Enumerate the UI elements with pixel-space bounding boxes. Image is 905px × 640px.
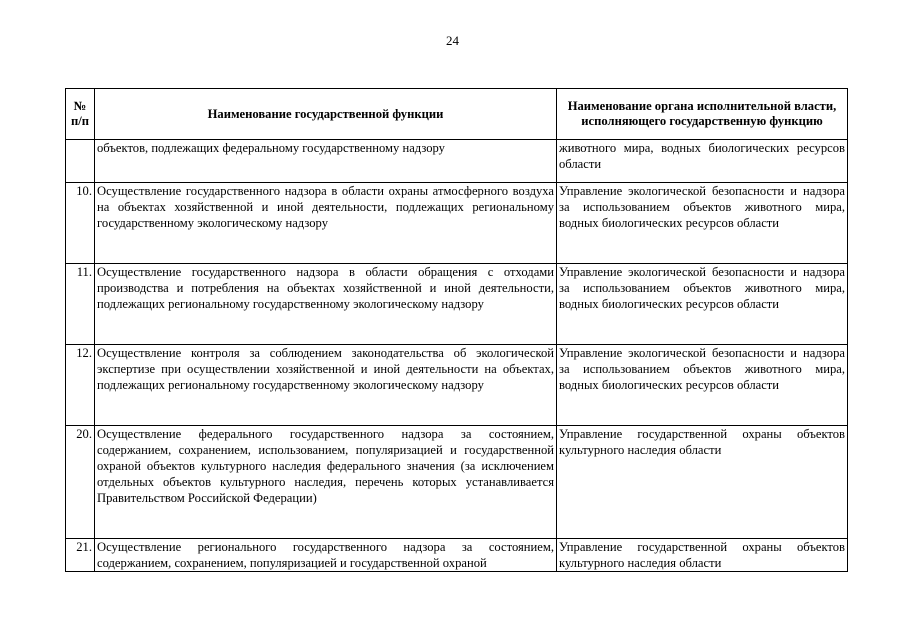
row-number: 11. — [66, 264, 95, 345]
table-row — [66, 140, 848, 183]
row-number: 21. — [66, 539, 95, 572]
table-row — [66, 539, 848, 572]
table-row — [66, 426, 848, 539]
table-row — [66, 183, 848, 264]
table-header-row — [66, 89, 848, 140]
table-row — [66, 264, 848, 345]
row-authority: Управление экологической безопасности и надзора за использованием объектов животного мира, водных биологических ресурсов области — [557, 264, 848, 345]
functions-table — [65, 88, 848, 572]
page-number: 24 — [446, 33, 459, 48]
row-number: 10. — [66, 183, 95, 264]
row-authority: Управление экологической безопасности и надзора за использованием объектов животного мира, водных биологических ресурсов области — [557, 345, 848, 426]
row-number: 12. — [66, 345, 95, 426]
row-function: Осуществление регионального государственного надзора за состоянием, содержанием, сохранением, популяризацией и государственной охраной — [95, 539, 557, 572]
row-number: 20. — [66, 426, 95, 539]
row-authority: животного мира, водных биологических ресурсов области — [557, 140, 848, 183]
row-authority: Управление государственной охраны объектов культурного наследия области — [557, 539, 848, 572]
header-number: № п/п — [66, 89, 95, 140]
row-authority: Управление государственной охраны объектов культурного наследия области — [557, 426, 848, 539]
row-function: объектов, подлежащих федеральному государственному надзору — [95, 140, 557, 183]
header-function-name: Наименование государственной функции — [95, 89, 557, 140]
row-function: Осуществление федерального государственного надзора за состоянием, содержанием, сохранением, использованием, популяризацией и государственной охраной объектов культурного наследия федерального значения (за исключением отдельных объектов культурного наследия, перечень которых устанавливается Правительством Российской Федерации) — [95, 426, 557, 539]
row-function: Осуществление контроля за соблюдением законодательства об экологической экспертизе при осуществлении хозяйственной и иной деятельности на объектах, подлежащих региональному государственному экологическому надзору — [95, 345, 557, 426]
row-number — [66, 140, 95, 183]
table-row — [66, 345, 848, 426]
row-function: Осуществление государственного надзора в области охраны атмосферного воздуха на объектах хозяйственной и иной деятельности, подлежащих региональному государственному экологическому надзору — [95, 183, 557, 264]
row-function: Осуществление государственного надзора в области обращения с отходами производства и потребления на объектах хозяйственной и иной деятельности, подлежащих региональному государственному экологическому надзору — [95, 264, 557, 345]
row-authority: Управление экологической безопасности и надзора за использованием объектов животного мира, водных биологических ресурсов области — [557, 183, 848, 264]
header-authority-name: Наименование органа исполнительной власти, исполняющего государственную функцию — [557, 89, 848, 140]
